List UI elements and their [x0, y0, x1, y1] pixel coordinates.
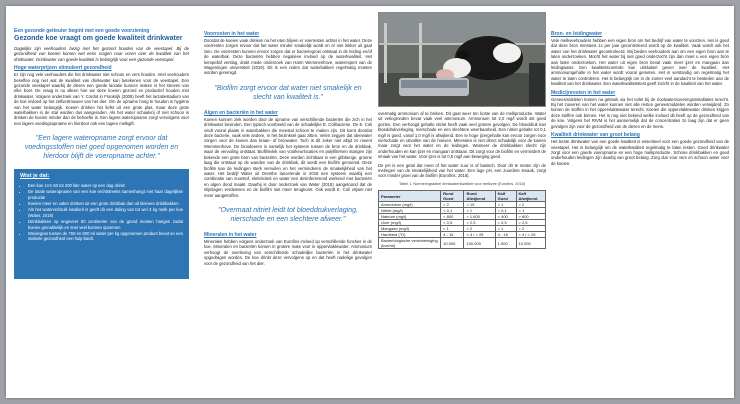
cow-drinking-image [379, 13, 546, 107]
table-cell: < 4 / > 25 [516, 232, 545, 238]
section-heading-medicine-residue: Medicijnresten in het water [551, 89, 616, 96]
table-cell: Natrium (mg/l) [379, 214, 441, 220]
table-row [379, 238, 546, 249]
table-caption: Tabel 1. Normeringstabel drinkwaterkwaliteit voor melkvee (Eurofins, 2018) [399, 181, 525, 186]
pull-quote: "Een lagere wateropname zorgt ervoor dat voedingsstoffen niet goed opgenomen worden en hierdoor blijft de voeropname achter." [24, 135, 179, 161]
table-cell: 10.000 [516, 238, 545, 249]
table-header-cell: Kalf Goed [495, 191, 516, 202]
table-cell: < 1 [441, 226, 464, 232]
table-header-cell: Kalf Afwijkend [516, 191, 545, 202]
table-cell: < 800 [441, 214, 464, 220]
table-cell: < 400 [495, 214, 516, 220]
table-cell: Ammonium (mg/l) [379, 202, 441, 208]
section-heading-algae-bacteria: Algen en bacteriën in het water [204, 109, 278, 116]
section-heading-water-price: Hoge waterprijzen stimuleert gezondheid [14, 65, 112, 72]
article-title: Gezonde koe vraagt om goede kwaliteit drinkwater [14, 35, 183, 42]
list-item: • Weidegras tussen de 750 en 800 ml water per kg opgenomen product bevat en een stabiele gezondheid een hulp biedt. [28, 231, 183, 242]
section-heading-minerals: Mineralen in het water [204, 231, 257, 238]
table-cell: > 2 [516, 226, 545, 232]
table-cell: < 2 [441, 202, 464, 208]
paragraph: Het beste drinkwater van een goede kwaliteit is essentieel voor een goede gezondheid van de veestapel. Het is belangrijk om de waterkwaliteit regelmatig te laten testen. Goed drinkwater zorgt voor een goede voeropname en een hoge melkproductie. Schone drinkbakken en goed onderhouden leidingen zijn daarbij van groot belang. Zorg dus voor vers en schoon water voor de koeien. [551, 139, 729, 166]
column-2 [204, 28, 372, 388]
did-you-know-title: Wist je dat: [20, 173, 50, 180]
table-cell: < 0,5 [441, 220, 464, 226]
list-item: • Als het waterverbruik kwaliteit is geeft dit een daling van tot wel 3 kg melk per koe (Water, 2018) [28, 207, 183, 218]
pull-quote-biofilm: "Biofilm zorgt ervoor dat water niet smakelijk en slecht van kwaliteit is." [214, 84, 362, 101]
table-header-cell: Rund Afwijkend [464, 191, 495, 202]
table-cell: Mangaan (mg/l) [379, 226, 441, 232]
table-cell: 4 - 15 [495, 232, 516, 238]
pull-quote-nitrite: "Overmaat nitriet leidt tot bloeddrukverlaging, nierschade en een slechtere afweer." [218, 206, 358, 223]
table-header-cell: Parameter [379, 191, 441, 202]
table-cell: > 1 [464, 208, 495, 214]
list-item: • Drinkbakken op ongeveer 60 centimeter van de grond moeten hangen zodat koeien gemakkelijk en snel veel kunnen opnemen [28, 219, 183, 230]
table-cell: > 2,5 [516, 220, 545, 226]
table-cell: IJzer (mg/l) [379, 220, 441, 226]
table-cell: < 0,1 [441, 208, 464, 214]
article-intro: Dagelijks zijn veehouders bezig met het gezond houden van de veestapel. Bij de gezondheid van koeien komen wel eens vragen naar voren over de kwaliteit van het drinkwater. Drinkwater van goede kwaliteit is belangrijk voor een gezonde veestapel. [14, 46, 189, 62]
cow-drinking-photo [378, 12, 546, 107]
table-cell: > 1.600 [464, 214, 495, 220]
section-heading-feed-residue: Voorresten in het water [204, 31, 260, 37]
table-cell: 100.000 [464, 238, 495, 249]
did-you-know-box [14, 169, 189, 279]
table-cell: > 800 [516, 214, 545, 220]
table-cell: > 2,5 [464, 220, 495, 226]
section-heading-water-quality: Kwaliteit drinkwater van groot belang [551, 132, 640, 139]
column-1 [14, 28, 189, 388]
table-cell: 10.000 [441, 238, 464, 249]
table-cell: < 4 / > 25 [464, 232, 495, 238]
column-3 [378, 12, 546, 388]
paragraph: overmatig ammonium af te breken. Dit gaat weer ten koste van de melkproductie. Water uit vetingronden bevat vaak veel ammonium. Ammonium tot 2,0 mg/l wordt als goed gezien. Een verhoogd gehalte nitriet heeft vaak veel grotere gevolgen. De bloeddruk kan bloeddrukverlaging, nierschade en een slechtere weerbaarheid. Een nitriet gehalte tot 0,1 mg/l is goed, vanaf 1,0 mg/l is afwijkend. Een te hoge ijzergehalte kan ervoor zorgen voor nierschade en uitvallen van de hoeven. Mineralen is niet direct schadelijk voor de koeien maar zorgt voor het water en de leidingen. Wanneer de drinkbakken slecht zijn onderhouden en kan ijzer en mangaan ontstaan. Dit zorgt voor de biofilm en vermindert de smaak van het water. Voor ijzer is tot 0,5 mg/l aan beweging goed. [378, 111, 546, 160]
paragraph: De pH is een getal dat meet of het water zuur is of basisch. Door dit te meten zijn de metingen van de smakelijkheid van het water. Een lage pH, een zuurdere smaak, zorgt voor minder groei van de biofilm (Eurofins, 2018). [378, 162, 546, 179]
did-you-know-list [20, 183, 183, 242]
table-cell: Bacteriologische verontreiniging (kve/ml) [379, 238, 441, 249]
list-item: • Koeien meer en vaker drinken uit een grote drinkbak dan uit kleinere drinkbakken [28, 201, 183, 206]
paragraph: Mineralen hebben volgens onderzoek van Eurofins invloed op verschillende functies in de koe. Mineralen en bacteriën komen in grotere mate voor in oppervlaktewater. Ammonium verhoogt de overleving van verschillende schadelijke bacteriën in het drinkwater opgedragen worden. De koe drinkt deze vervolgens op en dat heeft nadelige gevolgen voor de gezondheid van het dier. [204, 238, 372, 266]
paragraph: Doordat de koeien vaak drinken na het eten blijven er voerresten achter in het water. Deze voerresten zorgen ervoor dat het water minder smakelijk wordt en er niet lekker uit gaat zien. De voerresten kunnen ervoor zorgen dat er bacteriegroei ontstaat in de leiding en/of de waterbak. Deze bacteriën hebben negatieve invloed op de waterkwaliteit. Het kempellaf verslag, drukt mede onderzoek van Harm Wemmenhove, waterexpert van de Wageningen universiteit (2019). Dit is een reden dat waterbakken regelmatig moeten worden gereinigd. [204, 38, 372, 76]
table-cell: < 0,5 [495, 220, 516, 226]
table-cell: 1.000 [495, 238, 516, 249]
table-cell: > 2 [464, 226, 495, 232]
paragraph: Vele melkveehouders hebben een eigen bron om het bedrijf van water te voorzien. Het is goed dat deze bron minstens 1x per jaar gecontroleerd wordt op de kwaliteit. Vaak wordt ook het water van het drinkwater gecontroleerd. Wij bieden veehouders aan om een eigen bron aan te laten onderzoeken. Mocht het water bij niet goed onderzocht zijn dan moet u een eigen bron aan laten onderzoeken. Het water uit eigen bron bevat vaak meer ijzer en mangaan dan leidingwater. Een kwaliteitscontrole kan uitsluitsel geven over de kwaliteit. Het ammoniumgehalte in het water wordt vooral gemeten. Het is verstandig om regelmatig het water te laten controleren. Het is belangrijk om in de zomer veel aandacht te besteden aan de kwaliteit van het drinkwater. Een waterkwaliteitstest geeft inzicht in de kwaliteit van het water. [551, 38, 729, 87]
list-item: • De totale wateropname van een koe rechtstreeks samenhangt met haar dagelijkse productie [28, 189, 183, 200]
table-cell: Hardheid (°D) [379, 232, 441, 238]
table-cell: < 1 [495, 226, 516, 232]
table-cell: > 10 [464, 202, 495, 208]
list-item: • Een koe zo'n 60 tot 200 liter water op een dag drinkt [28, 183, 183, 188]
article-kicker: Een gezonde geiteuier begint met een goede voorziening [14, 28, 150, 34]
table-cell: > 1 [516, 208, 545, 214]
water-norms-table [378, 190, 546, 249]
article-page [6, 6, 734, 398]
table-cell: 4 - 15 [441, 232, 464, 238]
section-heading-well-water: Bron- en leidingwater [551, 31, 603, 37]
table-cell: > 2 [516, 202, 545, 208]
column-4 [551, 28, 729, 388]
table-cell: Nitriet (mg/l) [379, 208, 441, 214]
table-cell: < 0,1 [495, 208, 516, 214]
paragraph: Geneesmiddelen komen na gebruik via het toilet bij de rioolwaterzuiveringsinstallaties terecht. Bij het zuiveren van het water kunnen niet alle resten geneesmiddelen worden verwijderd. Zo komen de stoffen in het oppervlaktewater terecht. Koeien die oppervlaktewater drinken krijgen deze stoffen ook binnen. Het is nog niet bekend welke invloed dit heeft op de gezondheid van de koe. Volgens het RIVM is het aannemelijk dat de concentraties zo laag zijn dat er geen gevolgen zijn voor de gezondheid van de dieren en de mens. [551, 96, 729, 129]
table-cell: < 1 [495, 202, 516, 208]
paragraph: Er zijn nog vele veehouders die het drinkwater niet schoon en vers houden. Veel veehouders beseffen nog niet wat de kwaliteit van drinkwater kan betekenen voor de veestapel. Een gezonde veestapel waarbij de dieren een goede lactatie kunnen maken is het streven van elke boer. De vraag is nu alleen hoe we deze koeien gezond en productief houden met drinkwater. Volgens onderzoek van Y. Cordot in Frankrijk (2008) heeft het lactatiestadium van de koe invloed op het zelfvertrouwen van het dier. Om de opname hoog te houden is hygiëne van het water belangrijk. Koeien drinken het liefst uit een grote plas, maar deze grote waterbakken in de stal worden dus aangeraden. Als het water schaalvrij of niet schoon is drinken de koeien minder dan de behoefte is. Een lagere wateropname zorgt vervolgens voor een lagere voedingsopname en hierdoor ook een lagere melkgift. [14, 72, 189, 126]
table-header-row [379, 191, 546, 202]
table-header-cell: Rund Goed [441, 191, 464, 202]
paragraph: Koeien kunnen ziek worden door de opname van verschillende bacteriën die zich in het drinkwater bevinden. Een typisch voorbeeld van de schadelijke E. Colibacterie. De E. Coli vindt vooral plaats in waterbakken die meestal schoon te maken zijn. Dit komt doordat deze bacterie, vaak vele andere, in het bezinksel gaat zitten. Velen zeggen dat ideewater zorgen voor de koeien dan kraan- of bronwater. Toch is dit zeker niet altijd zo meent Wemmenhove. De bioodeeren is namelijk het systeem tussen de bron en de drinkbak, waar de vervuiling ontstaat. Biofilmvlek van voorkeurlocaties en polyfiltersen stangen zijn bekende een grote bron van bacteriën. Deze worden zichtbaar in een glibberige, groene laag die ontstaat op de wanden van de drinkbak, dit wordt een biofilm genoemd. Deze biofilm kan de leidingen sterk vervuilen en het verminderen de smakelijkheid van het water. Het bedrijf Water uit Drenthe lancerende in 2018 een systeem waarbij een combinatie van zuurstof, elektriciteit en water een desinfecterend werkend met bacteriën en algen dood maakt. Daarbij is door onderzoek van Water (2018) aangetoond dat de slijmlagen verdwenen en de biofilm niet meer terugkomt. Ook wordt E. Coli vrijwel niet meer aangetroffen. [204, 116, 372, 198]
